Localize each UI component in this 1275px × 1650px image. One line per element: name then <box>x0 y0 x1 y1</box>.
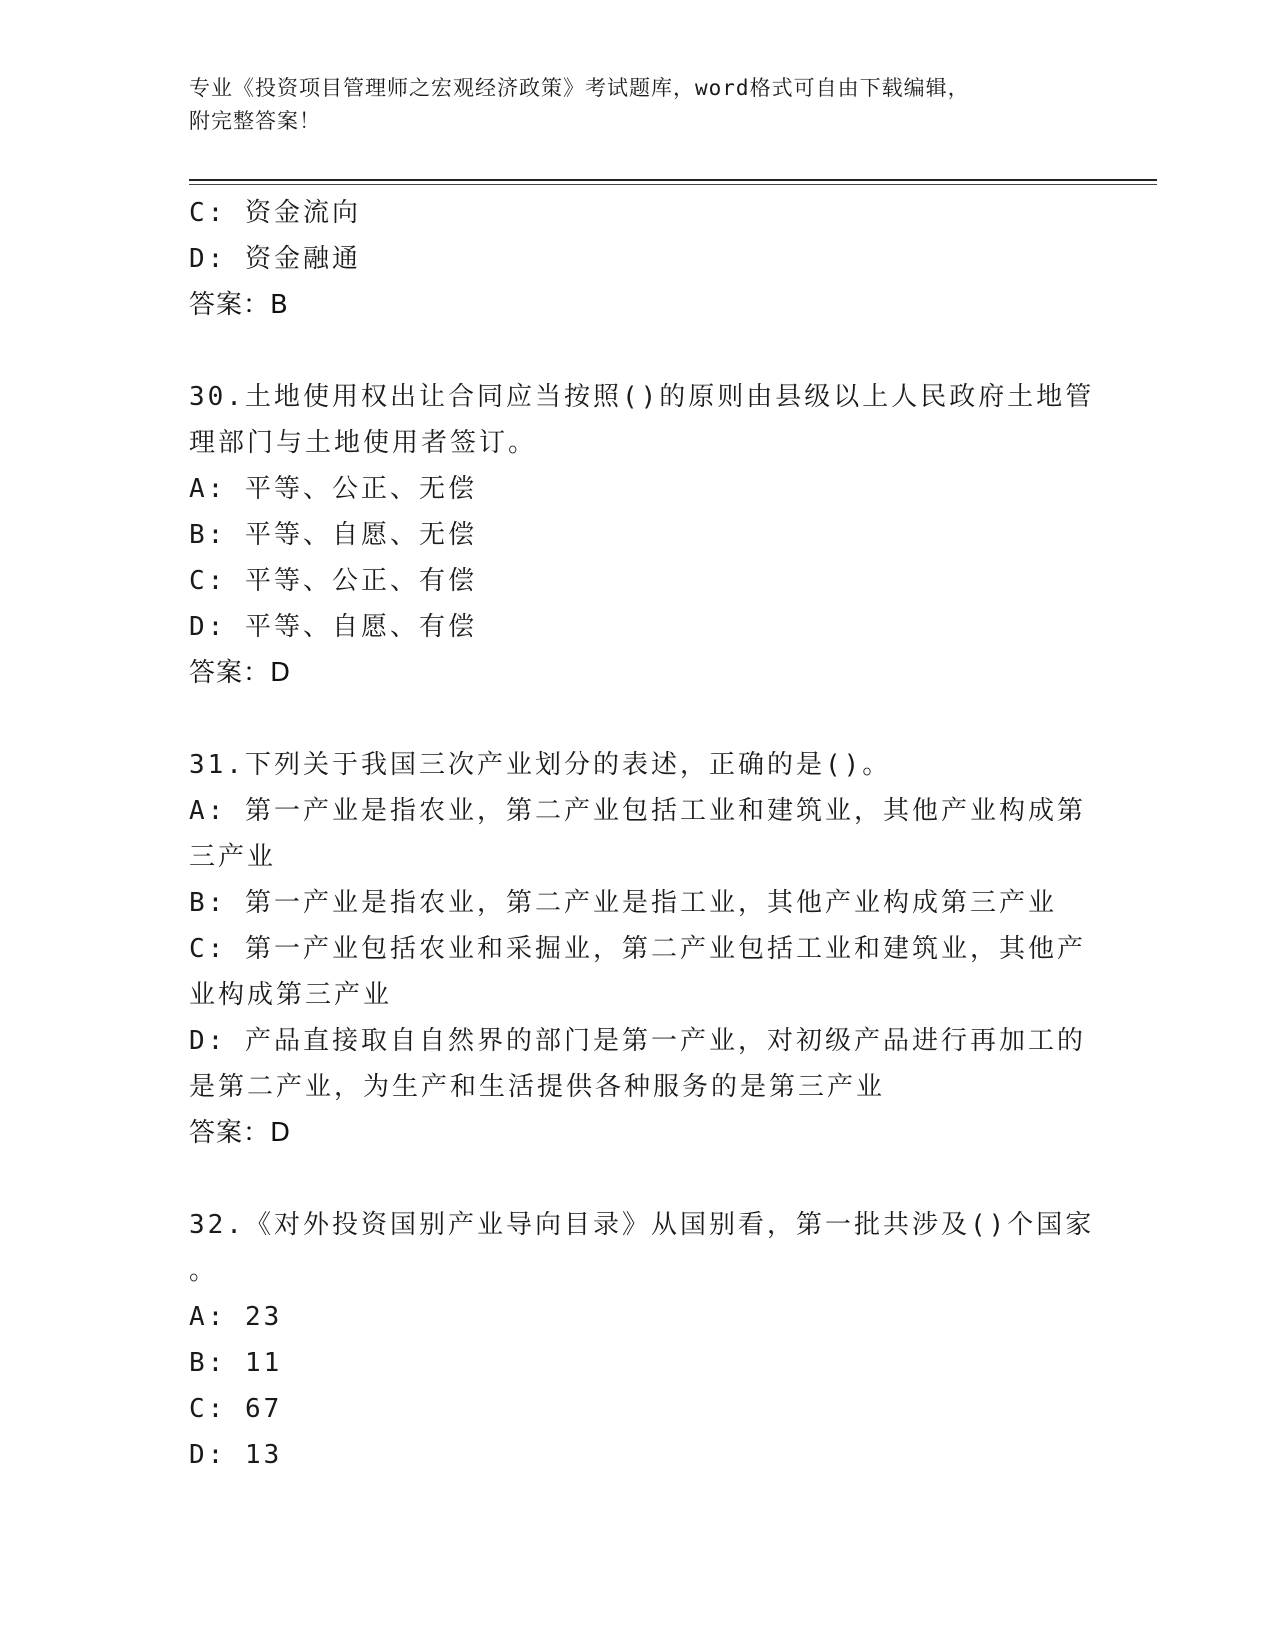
question-30 <box>189 374 1095 696</box>
option-a: A: 平等、公正、无偿 <box>189 474 477 504</box>
option-a: A: 23 <box>189 1302 283 1332</box>
option-d-continued: 是第二产业，为生产和生活提供各种服务的是第三产业 <box>189 1072 886 1102</box>
option-d: D: 产品直接取自自然界的部门是第一产业，对初级产品进行再加工的 <box>189 1026 1086 1056</box>
question-list <box>189 190 1095 1478</box>
option-c: C: 平等、公正、有偿 <box>189 566 477 596</box>
option-c: C: 资金流向 <box>189 198 361 228</box>
header-line-2: 附完整答案！ <box>189 109 321 133</box>
question-text: 32.《对外投资国别产业导向目录》从国别看，第一批共涉及()个国家 <box>189 1210 1095 1240</box>
option-c-continued: 业构成第三产业 <box>189 980 393 1010</box>
header-line-1: 专业《投资项目管理师之宏观经济政策》考试题库，word格式可自由下载编辑， <box>189 76 970 100</box>
option-b: B: 11 <box>189 1348 283 1378</box>
option-a-continued: 三产业 <box>189 842 277 872</box>
header-divider-thin <box>189 184 1157 185</box>
question-31 <box>189 742 1089 1156</box>
answer: 答案：D <box>189 658 292 688</box>
header-divider-thick <box>189 179 1157 181</box>
option-b: B: 第一产业是指农业，第二产业是指工业，其他产业构成第三产业 <box>189 888 1057 918</box>
question-text-continued: 理部门与土地使用者签订。 <box>189 428 538 458</box>
answer: 答案：B <box>189 290 289 320</box>
option-a: A: 第一产业是指农业，第二产业包括工业和建筑业，其他产业构成第 <box>189 796 1086 826</box>
question-29 <box>189 190 1089 328</box>
option-c: C: 第一产业包括农业和采掘业，第二产业包括工业和建筑业，其他产 <box>189 934 1086 964</box>
question-text: 30.土地使用权出让合同应当按照()的原则由县级以上人民政府土地管 <box>189 382 1095 412</box>
document-header <box>189 72 1069 138</box>
option-d: D: 平等、自愿、有偿 <box>189 612 477 642</box>
option-b: B: 平等、自愿、无偿 <box>189 520 477 550</box>
question-32 <box>189 1202 1095 1478</box>
option-d: D: 13 <box>189 1440 283 1470</box>
answer: 答案：D <box>189 1118 292 1148</box>
option-c: C: 67 <box>189 1394 283 1424</box>
option-d: D: 资金融通 <box>189 244 361 274</box>
question-text-continued: 。 <box>189 1256 219 1286</box>
question-text: 31.下列关于我国三次产业划分的表述，正确的是()。 <box>189 750 892 780</box>
